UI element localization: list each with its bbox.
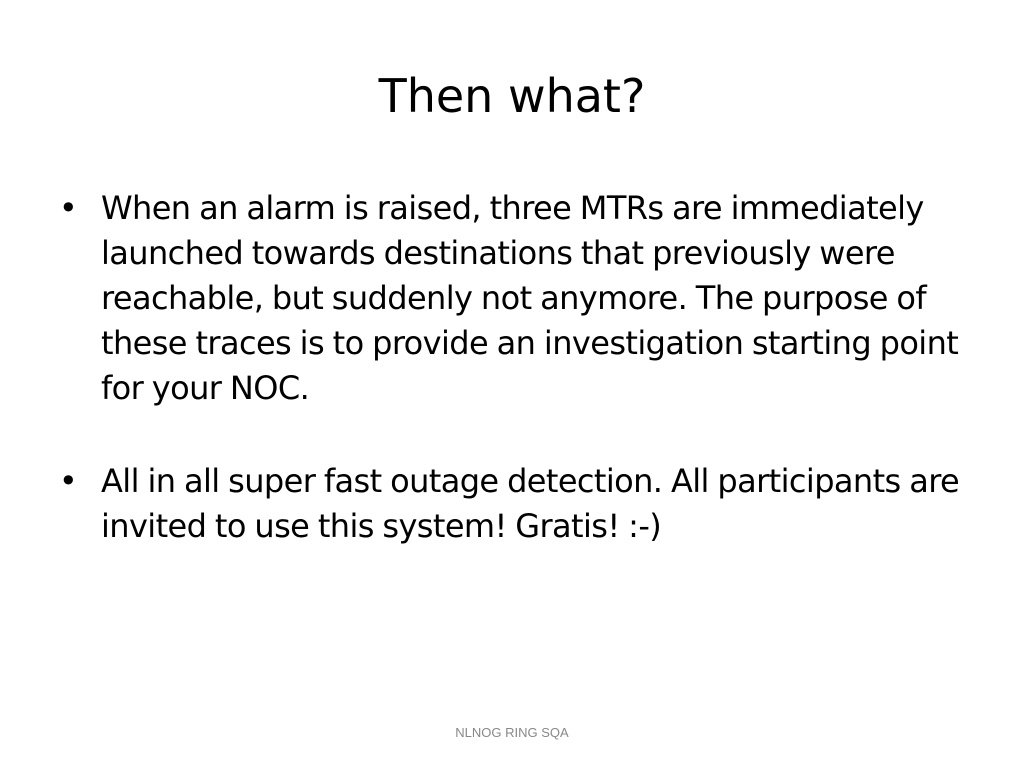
bullet-text: When an alarm is raised, three MTRs are immediately launched towards destinations that previously were reachable, but suddenly not anymore. The purpose of these traces is to provide an investigation starting point for your NOC. xyxy=(101,189,959,407)
bullet-list xyxy=(58,186,978,549)
bullet-item xyxy=(58,186,978,411)
slide-title: Then what? xyxy=(378,69,646,123)
slide-footer: NLNOG RING SQA xyxy=(455,725,569,740)
bullet-icon: • xyxy=(58,462,78,500)
bullet-text: All in all super fast outage detection. All participants are invited to use this system! Gratis! :-) xyxy=(101,462,960,545)
bullet-icon: • xyxy=(58,189,78,227)
bullet-item xyxy=(58,459,978,549)
